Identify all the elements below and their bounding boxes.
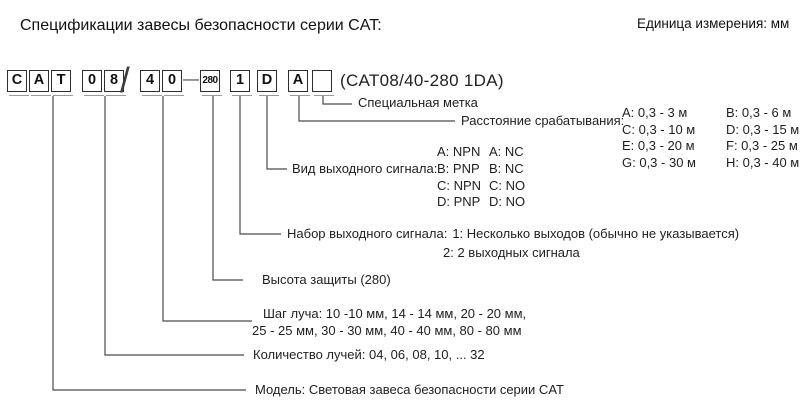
code-char: D (261, 72, 273, 88)
leader-output-set (240, 96, 281, 234)
leader-output-type (267, 96, 287, 169)
code-char: 4 (145, 72, 155, 88)
code-box-280 (200, 70, 220, 92)
code-box-1 (230, 70, 250, 92)
output-type-option: B: PNP (437, 160, 480, 176)
leader-protection-height (213, 96, 243, 280)
leader-beam-count (105, 96, 244, 355)
label-distance: Расстояние срабатывания: (461, 113, 625, 128)
slash-separator: / (120, 61, 130, 100)
code-char: 1 (235, 72, 245, 88)
distance-option: A: 0,3 - 3 м (622, 105, 688, 120)
box-underline (314, 95, 334, 97)
leader-beam-pitch (163, 96, 252, 321)
output-type-options-table (437, 144, 525, 211)
distance-options-table (622, 105, 799, 171)
box-underline (202, 95, 222, 97)
leader-special-mark (323, 96, 352, 104)
code-example: (CAT08/40-280 1DA) (340, 71, 504, 90)
output-type-option: A: NC (489, 144, 524, 159)
code-box-4 (140, 70, 160, 92)
code-char: 280 (202, 75, 218, 86)
leader-model (53, 96, 246, 390)
output-type-option: B: NC (489, 160, 524, 176)
code-box-t (51, 70, 71, 92)
code-char: A (33, 72, 45, 88)
label-output-type: Вид выходного сигнала: (292, 161, 438, 176)
distance-option: E: 0,3 - 20 м (622, 138, 695, 153)
code-box-special-empty (312, 70, 332, 92)
label-beam-count: Количество лучей: 04, 06, 08, 10, ... 32 (253, 347, 485, 362)
distance-option: C: 0,3 - 10 м (622, 121, 696, 137)
label-protection-height: Высота защиты (280) (262, 272, 391, 287)
output-type-option: A: NPN (437, 144, 481, 159)
output-set-title: Набор выходного сигнала: (287, 226, 448, 241)
code-char: 8 (109, 72, 119, 88)
distance-option: B: 0,3 - 6 м (726, 105, 792, 120)
box-underline (9, 95, 29, 97)
box-underline (232, 95, 252, 97)
label-model: Модель: Световая завеса безопасности серии CAT (255, 382, 564, 397)
label-beam-pitch-line2: 25 - 25 мм, 30 - 30 мм, 40 - 40 мм, 80 - 80 мм (252, 323, 522, 338)
box-underline (31, 95, 51, 97)
code-char: 0 (87, 72, 97, 88)
box-underline (164, 95, 184, 97)
code-box-d (257, 70, 277, 92)
distance-option: F: 0,3 - 25 м (726, 138, 798, 153)
dash-separator: — (183, 71, 199, 88)
code-box-c (7, 70, 27, 92)
page-title: Спецификации завесы безопасности серии CAT: (20, 17, 382, 34)
code-box-0a (82, 70, 102, 92)
output-set-option-2: 2: 2 выходных сигнала (443, 245, 580, 260)
box-underline (142, 95, 162, 97)
output-type-option: D: PNP (437, 194, 481, 210)
code-char: T (56, 72, 66, 88)
label-beam-pitch-line1: Шаг луча: 10 -10 мм, 14 - 14 мм, 20 - 20 мм, (263, 306, 527, 321)
label-output-set (287, 226, 739, 242)
box-underline (84, 95, 104, 97)
output-type-option: C: NO (489, 177, 526, 193)
output-type-option: C: NPN (437, 177, 482, 193)
box-underline (290, 95, 310, 97)
code-box-a1 (29, 70, 49, 92)
code-char: A (292, 72, 304, 88)
code-char: 0 (167, 72, 177, 88)
code-box-a2 (288, 70, 308, 92)
code-char: C (11, 72, 23, 88)
distance-option: D: 0,3 - 15 м (726, 121, 800, 137)
distance-option: G: 0,3 - 30 м (622, 154, 696, 170)
unit-note: Единица измерения: мм (637, 16, 790, 31)
label-special-mark: Специальная метка (358, 95, 478, 110)
distance-option: H: 0,3 - 40 м (726, 154, 800, 170)
code-box-0b (162, 70, 182, 92)
box-underline (259, 95, 279, 97)
output-type-option: D: NO (489, 194, 526, 210)
box-underline (53, 95, 73, 97)
output-set-option-1: 1: Несколько выходов (обычно не указывается) (452, 226, 740, 241)
